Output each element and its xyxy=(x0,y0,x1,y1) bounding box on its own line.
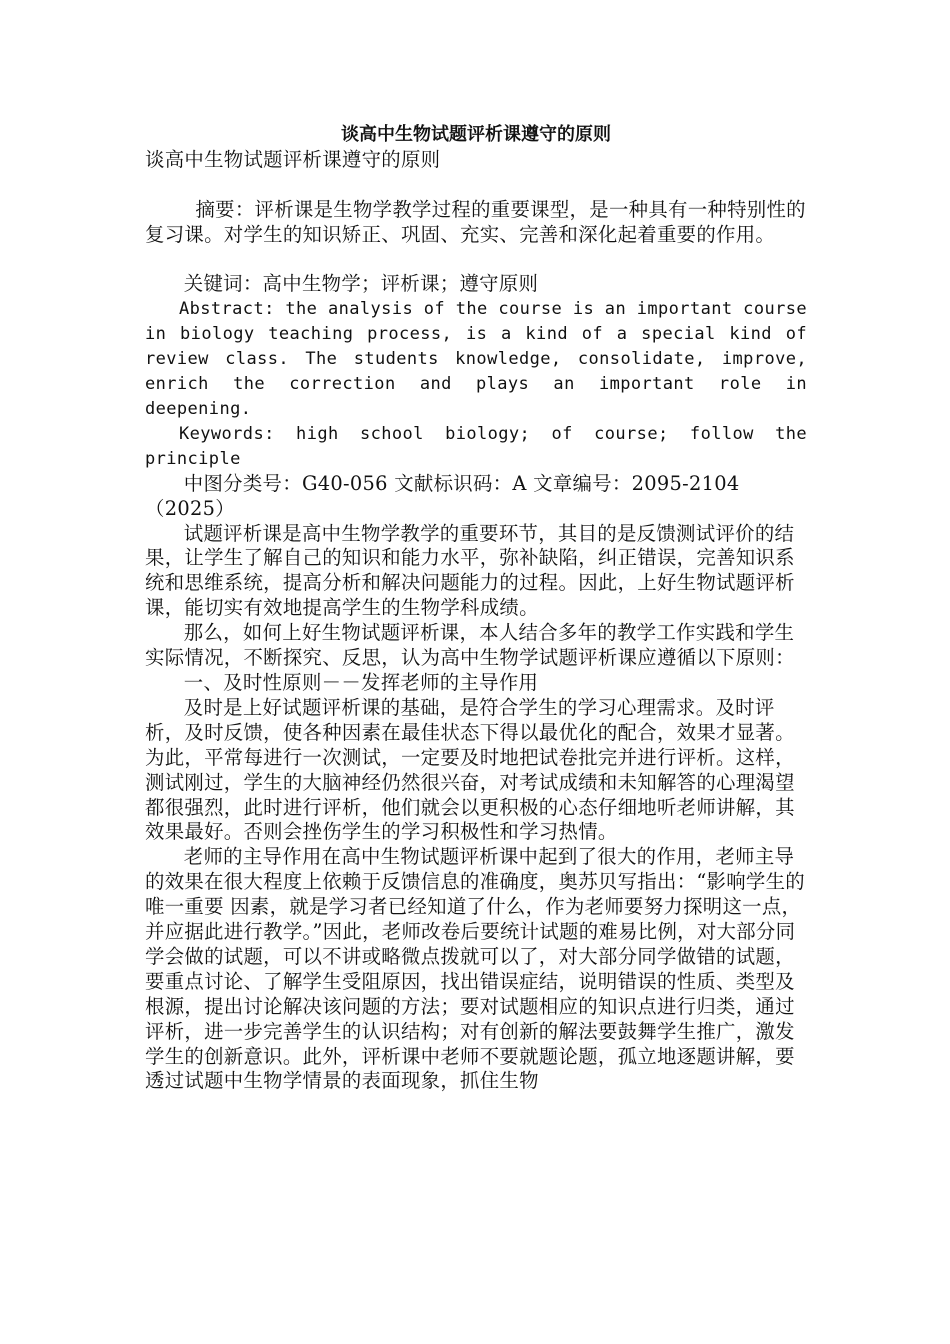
body-paragraph: 试题评析课是高中生物学教学的重要环节，其目的是反馈测试评价的结果，让学生了解自己的知识和能力水平，弥补缺陷，纠正错误，完善知识系统和思维系统，提高分析和解决问题能力的过程。因此，上好生物试题评析课，能切实有效地提高学生的生物学科成绩。 xyxy=(145,521,795,620)
blank-line xyxy=(145,248,807,273)
document-title: 谈高中生物试题评析课遵守的原则 xyxy=(341,124,611,145)
body-paragraph: 及时是上好试题评析课的基础，是符合学生的学习心理需求。及时评析，及时反馈，使各种因素在最佳状态下得以最优化的配合，效果才显著。为此，平常每进行一次测试，一定要及时地把试卷批完并进行评析。这样，测试刚过，学生的大脑神经仍然很兴奋，对考试成绩和未知解答的心理渴望都很强烈，此时进行评析，他们就会以更积极的心态仔细地听老师讲解，其效果最好。否则会挫伤学生的学习积极性和学习热情。 xyxy=(145,695,795,844)
body-paragraph: 那么，如何上好生物试题评析课，本人结合多年的教学工作实践和学生实际情况，不断探究、反思，认为高中生物学试题评析课应遵循以下原则： xyxy=(145,621,795,670)
keywords-cn: 关键词：高中生物学；评析课；遵守原则 xyxy=(183,272,539,296)
document-body xyxy=(145,122,807,1094)
classification-line: 中图分类号：G40-056 文献标识码：A 文章编号：2095-2104（2025） xyxy=(145,471,740,520)
section-heading: 一、及时性原则－－发挥老师的主导作用 xyxy=(183,670,539,694)
abstract-en: Abstract: the analysis of the course is an important course in biology teaching process, is a kind of a special kind of review class. The students knowledge, consolidate, improve, enrich the correction and plays an important role in deepening. xyxy=(145,299,807,420)
body-paragraph: 老师的主导作用在高中生物试题评析课中起到了很大的作用，老师主导的效果在很大程度上依赖于反馈信息的准确度，奥苏贝写指出：“影响学生的唯一重要 因素，就是学习者已经知道了什么，作为老师要努力探明这一点，并应据此进行教学。”因此，老师改卷后要统计试题的难易比例，对大部分同学会做的试题，可以不讲或略微点拨就可以了，对大部分同学做错的试题，要重点讨论、了解学生受阻原因，找出错误症结，说明错误的性质、类型及根源，提出讨论解决该问题的方法；要对试题相应的知识点进行归类，通过评析，进一步完善学生的认识结构；对有创新的解法要鼓舞学生推广，激发学生的创新意识。此外，评析课中老师不要就题论题，孤立地逐题讲解，要透过试题中生物学情景的表面现象，抓住生物 xyxy=(145,845,806,1093)
abstract-cn: 摘要：评析课是生物学教学过程的重要课型，是一种具有一种特别性的复习课。对学生的知识矫正、巩固、充实、完善和深化起着重要的作用。 xyxy=(145,197,806,246)
document-subtitle: 谈高中生物试题评析课遵守的原则 xyxy=(145,148,441,171)
blank-line xyxy=(145,173,807,198)
keywords-en: Keywords: high school biology; of course; follow the principle xyxy=(145,423,807,469)
